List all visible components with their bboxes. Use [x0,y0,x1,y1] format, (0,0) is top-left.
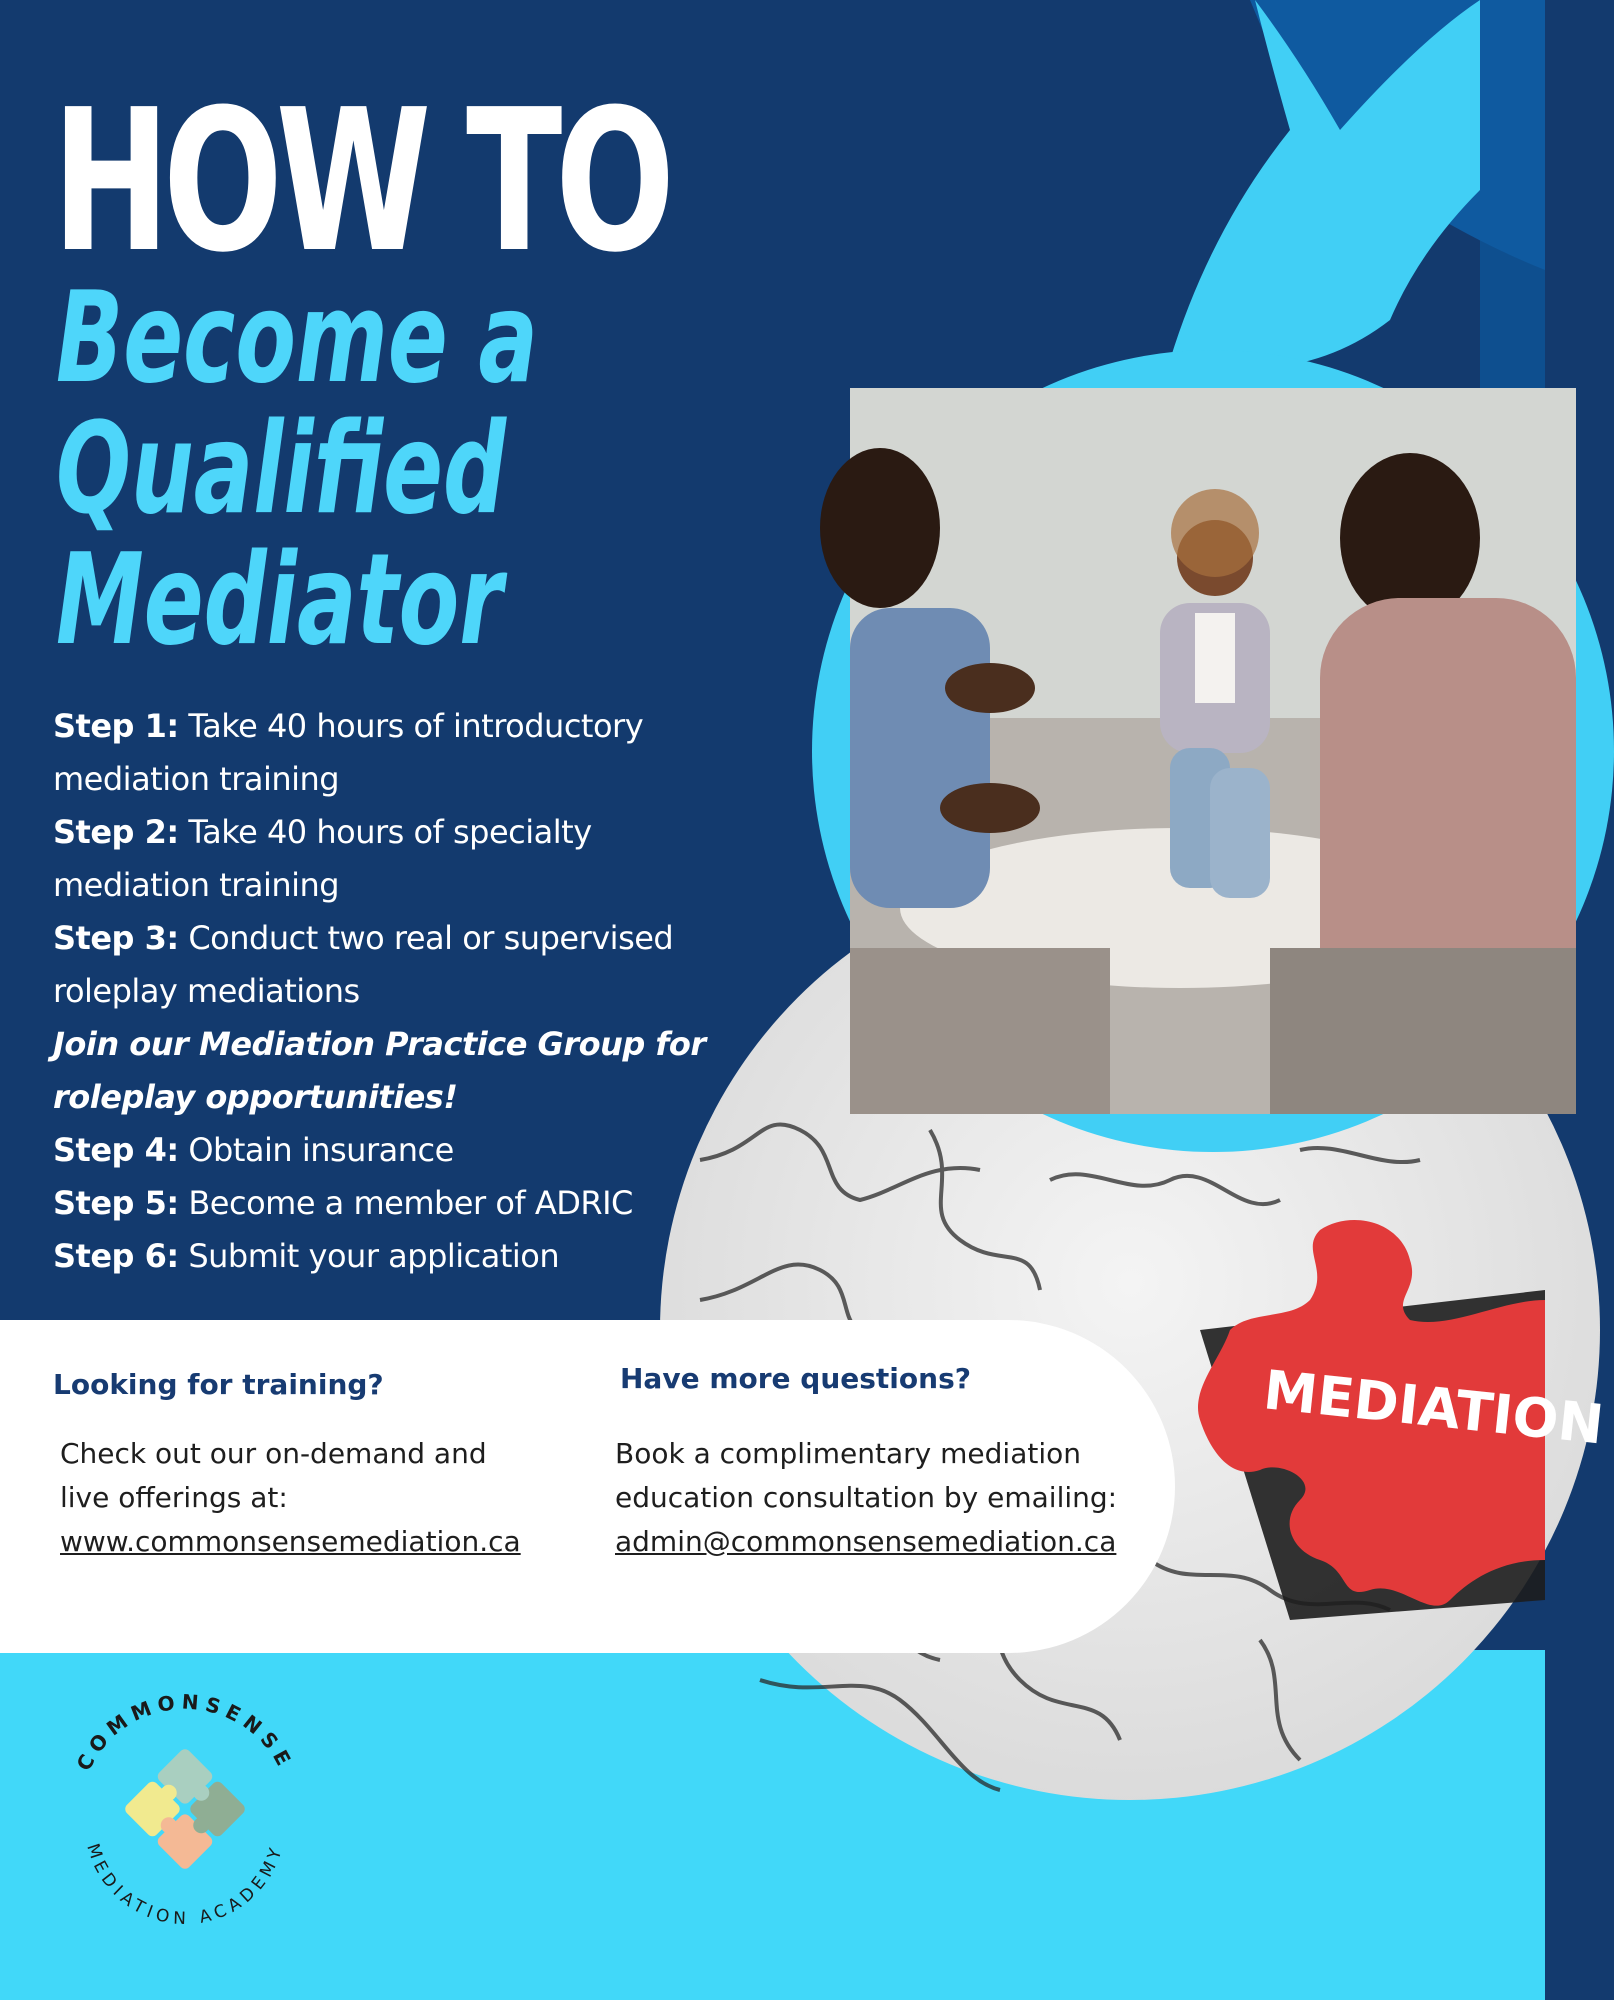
step-label: Step 1: [53,707,179,745]
headline-line-qualified: Qualified [56,395,507,542]
questions-line-1: Book a complimentary mediation [615,1437,1081,1470]
step-text: Conduct two real or supervised roleplay mediations [53,919,674,1010]
step-4 [53,1124,753,1177]
training-line-1: Check out our on-demand and [60,1437,487,1470]
practice-group-callout: Join our Mediation Practice Group for roleplay opportunities! [53,1025,706,1116]
headline-how-to: HOW TO [52,68,668,296]
step-1 [53,700,753,806]
step-text: Become a member of ADRIC [178,1184,633,1222]
training-text [60,1432,521,1564]
headline-line-become: Become a [56,264,538,411]
step-text: Take 40 hours of introductory mediation training [53,707,644,798]
step-text: Submit your application [178,1237,560,1275]
step-label: Step 5: [53,1184,179,1222]
step-label: Step 4: [53,1131,179,1169]
step-label: Step 2: [53,813,179,851]
questions-text [615,1432,1117,1564]
step-2 [53,806,753,912]
logo-puzzle-icon [123,1747,247,1871]
training-website-link[interactable]: www.commonsensemediation.ca [60,1525,521,1558]
step-text: Take 40 hours of specialty mediation training [53,813,592,904]
questions-title: Have more questions? [620,1362,971,1395]
commonsense-logo [50,1664,320,1934]
contact-email-link[interactable]: admin@commonsensemediation.ca [615,1525,1117,1558]
steps-list [53,700,753,1283]
step-label: Step 3: [53,919,179,957]
info-band [0,1320,1175,1653]
step-3 [53,912,753,1018]
step-5 [53,1177,753,1230]
step-6 [53,1230,753,1283]
training-line-2: live offerings at: [60,1481,288,1514]
step-label: Step 6: [53,1237,179,1275]
training-title: Looking for training? [53,1368,384,1401]
puzzle-piece-label: MEDIATION [1260,1358,1607,1457]
questions-line-2: education consultation by emailing: [615,1481,1118,1514]
headline-subtitle [56,264,538,673]
step-text: Obtain insurance [178,1131,454,1169]
logo-top-text: COMMONSENSE [71,1689,299,1775]
mediation-session-photo [850,388,1576,1114]
logo-bottom-text: MEDIATION ACADEMY [82,1841,288,1930]
headline-line-mediator: Mediator [56,526,503,673]
